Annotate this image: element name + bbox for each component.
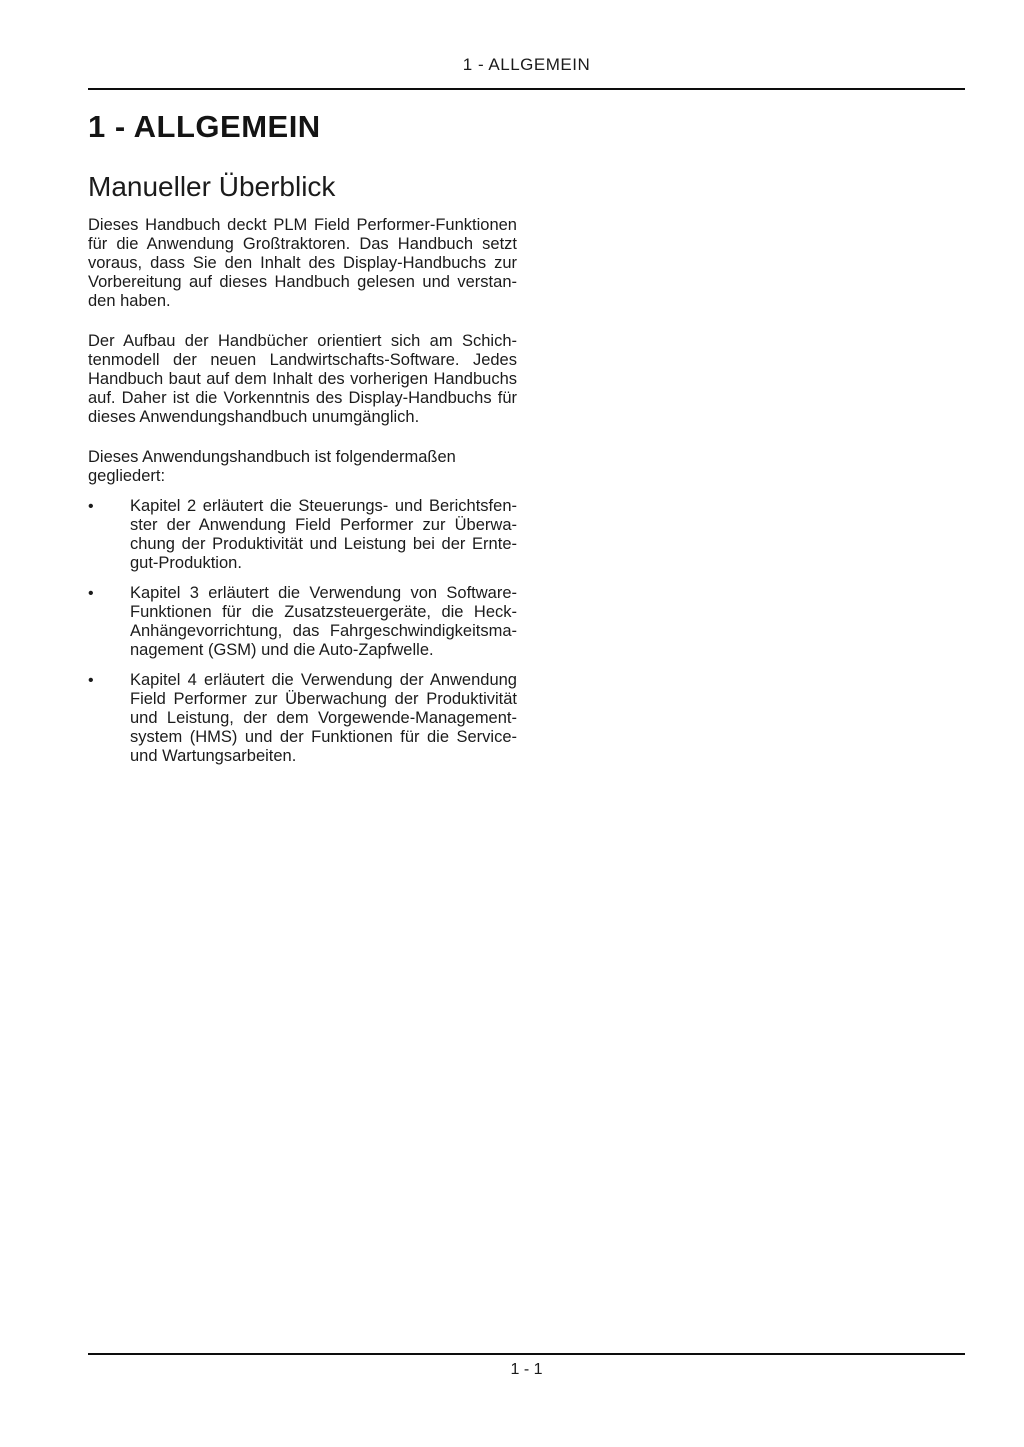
text-line: chung der Produktivität und Leistung bei der Ernte- xyxy=(130,535,517,553)
text-line: Field Performer zur Überwachung der Produktivität xyxy=(130,690,517,708)
bullet-item xyxy=(88,497,517,573)
body-column xyxy=(88,216,517,766)
text-line: gut-Produktion. xyxy=(130,554,242,572)
text-line: Handbuch baut auf dem Inhalt des vorherigen Handbuchs xyxy=(88,370,517,388)
running-header-title: 1 - ALLGEMEIN xyxy=(462,55,591,74)
text-line: system (HMS) und der Funktionen für die Service- xyxy=(130,728,517,746)
paragraph xyxy=(88,448,517,486)
text-line: den haben. xyxy=(88,292,171,310)
text-line: Dieses Handbuch deckt PLM Field Performer-Funktionen xyxy=(88,216,517,234)
text-line: und Wartungsarbeiten. xyxy=(130,747,297,765)
text-line: Kapitel 2 erläutert die Steuerungs- und Berichtsfen- xyxy=(130,497,517,515)
header-rule xyxy=(88,88,965,90)
bullet-marker: • xyxy=(88,585,94,602)
paragraph xyxy=(88,332,517,427)
text-line: voraus, dass Sie den Inhalt des Display-Handbuchs zur xyxy=(88,254,517,272)
text-line: Kapitel 3 erläutert die Verwendung von Software- xyxy=(130,584,517,602)
text-line: Dieses Anwendungshandbuch ist folgendermaßen xyxy=(88,448,456,466)
text-line: gegliedert: xyxy=(88,467,166,485)
text-line: und Leistung, der dem Vorgewende-Management- xyxy=(130,709,517,727)
section-title: Manueller Überblick xyxy=(88,171,336,202)
text-line: Kapitel 4 erläutert die Verwendung der Anwendung xyxy=(130,671,517,689)
text-line: dieses Anwendungshandbuch unumgänglich. xyxy=(88,408,420,426)
bullet-item xyxy=(88,671,517,766)
page-footer xyxy=(88,1360,965,1380)
text-line: nagement (GSM) und die Auto-Zapfwelle. xyxy=(130,641,434,659)
bullet-marker: • xyxy=(88,672,94,689)
text-line: auf. Daher ist die Vorkenntnis des Display-Handbuchs für xyxy=(88,389,517,407)
text-line: für die Anwendung Großtraktoren. Das Handbuch setzt xyxy=(88,235,517,253)
bullet-item xyxy=(88,584,517,660)
text-line: ster der Anwendung Field Performer zur Überwa- xyxy=(130,516,517,534)
text-line: Vorbereitung auf dieses Handbuch gelesen und verstan- xyxy=(88,273,517,291)
bullet-marker: • xyxy=(88,498,94,515)
text-line: tenmodell der neuen Landwirtschafts-Software. Jedes xyxy=(88,351,517,369)
page-number: 1 - 1 xyxy=(510,1361,543,1378)
text-line: Funktionen für die Zusatzsteuergeräte, die Heck- xyxy=(130,603,517,621)
paragraph xyxy=(88,216,517,311)
running-header xyxy=(88,55,965,75)
footer-rule xyxy=(88,1353,965,1355)
text-line: Der Aufbau der Handbücher orientiert sich am Schich- xyxy=(88,332,517,350)
chapter-title: 1 - ALLGEMEIN xyxy=(88,109,321,144)
text-line: Anhängevorrichtung, das Fahrgeschwindigkeitsma- xyxy=(130,622,517,640)
